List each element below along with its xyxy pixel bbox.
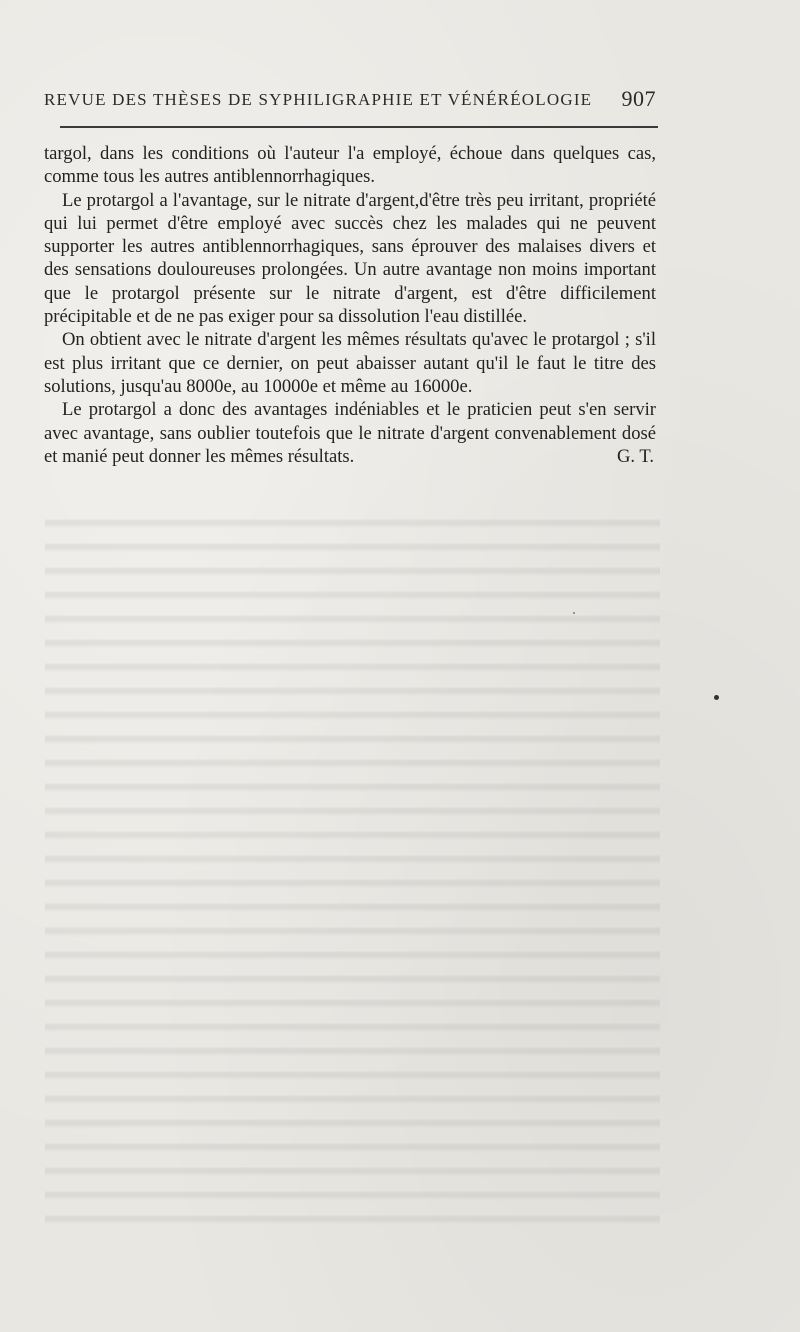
show-through-text (45, 505, 660, 1225)
page-number: 907 (621, 86, 656, 111)
running-title: REVUE DES THÈSES DE SYPHILIGRAPHIE ET VÉNÉRÉOLOGIE (44, 90, 593, 109)
paragraph-2: Le protargol a l'avantage, sur le nitrate d'argent,d'être très peu irritant, propriété qui lui permet d'être employé avec succès chez les malades qui ne peuvent supporter les autres antiblennorrhagiques, sans éprouver des malaises divers et des sensations douloureuses prolongées. Un autre avantage non moins important que le protargol présente sur le nitrate d'argent, est d'être difficilement précipitable et de ne pas exiger pour sa dissolution l'eau distillée. (44, 189, 656, 328)
author-signature: G. T. (616, 445, 654, 467)
header-rule (60, 126, 658, 128)
ink-speck (573, 612, 575, 614)
paragraph-3: On obtient avec le nitrate d'argent les mêmes résultats qu'avec le protargol ; s'il est plus irritant que ce dernier, on peut abaisser autant qu'il le faut le titre des solutions, jusqu'au 8000e, au 10000e et même au 16000e. (44, 329, 656, 397)
paragraph-1: targol, dans les conditions où l'auteur l'a employé, échoue dans quelques cas, comme tous les autres antiblennorrhagiques. (44, 143, 656, 188)
paragraph-4-text: Le protargol a donc des avantages indéniables et le praticien peut s'en servir avec avantage, sans oublier toutefois que le nitrate d'argent convenablement dosé et manié peut donner les mêmes résultats. (44, 399, 656, 467)
body-text (44, 142, 656, 468)
ink-speck (714, 695, 719, 700)
running-header (44, 86, 656, 118)
paragraph-4 (44, 398, 656, 468)
